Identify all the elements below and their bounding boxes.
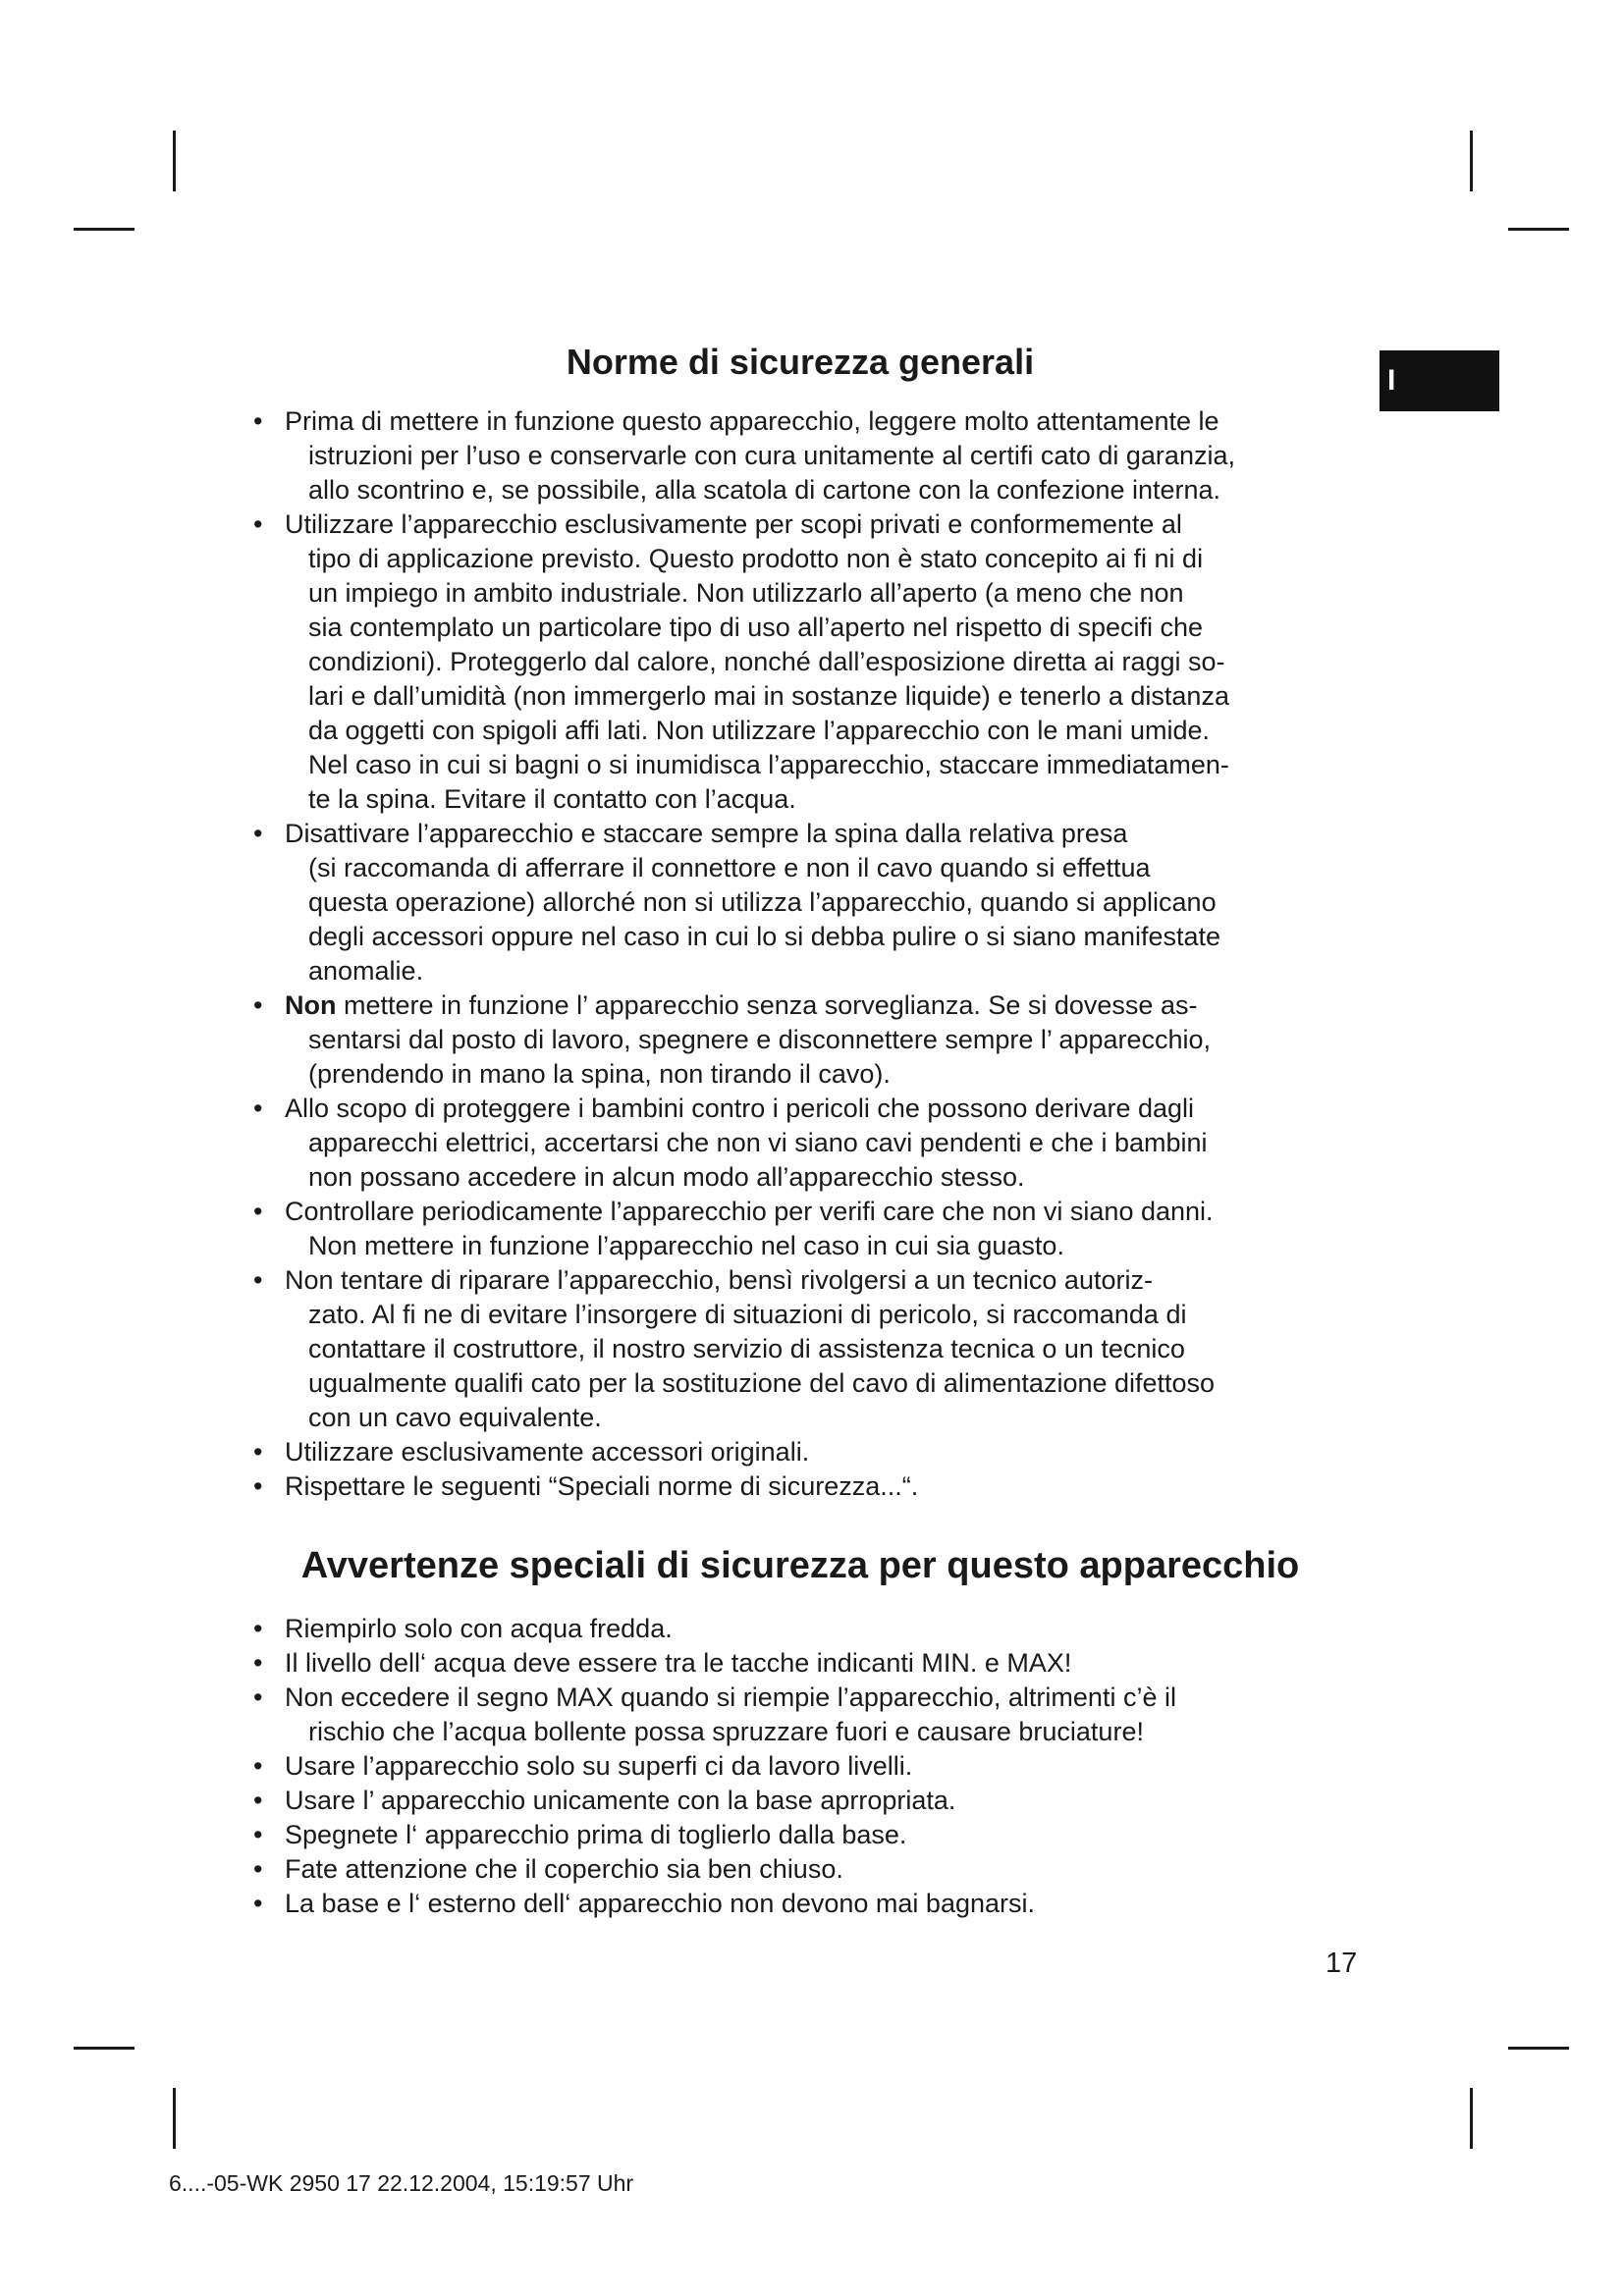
list-item [253,507,1373,817]
section-title-special-safety: Avvertenze speciali di sicurezza per questo apparecchio [300,1545,1300,1586]
list-item-continuation: te la spina. Evitare il contatto con l’acqua. [308,784,796,814]
list-item-text: Rispettare le seguenti “Speciali norme di sicurezza...“. [285,1471,919,1501]
list-item [253,1681,1373,1749]
list-item [253,1263,1373,1435]
list-item-text: Utilizzare esclusivamente accessori originali. [285,1437,810,1467]
list-item [253,988,1373,1092]
list-item-text: mettere in funzione l’ apparecchio senza sorveglianza. Se si dovesse as- [336,990,1198,1020]
list-item [253,1646,1373,1681]
list-item-text: Disattivare l’apparecchio e staccare sempre la spina dalla relativa presa [285,819,1128,848]
list-item-continuation: non possano accedere in alcun modo all’apparecchio stesso. [308,1162,1025,1192]
list-item-text: Utilizzare l’apparecchio esclusivamente per scopi privati e conformemente al [285,509,1182,539]
list-item-continuation: istruzioni per l’uso e conservarle con cura unitamente al certifi cato di garanzia, [308,441,1235,470]
list-item-continuation: condizioni). Proteggerlo dal calore, nonché dall’esposizione diretta ai raggi so- [308,647,1225,676]
list-item-continuation: sentarsi dal posto di lavoro, spegnere e disconnettere sempre l’ apparecchio, [308,1025,1212,1054]
crop-mark [1508,228,1569,231]
list-item [253,817,1373,988]
list-item-text: Prima di mettere in funzione questo apparecchio, leggere molto attentamente le [285,406,1219,436]
list-item-text: Non eccedere il segno MAX quando si riempie l’apparecchio, altrimenti c’è il [285,1682,1176,1712]
crop-mark [1508,2047,1569,2050]
crop-mark [1470,2088,1473,2149]
page-number: 17 [1326,1948,1358,1979]
list-item-text: Spegnete l‘ apparecchio prima di toglierlo dalla base. [285,1820,907,1849]
list-item-continuation: tipo di applicazione previsto. Questo prodotto non è stato concepito ai fi ni di [308,544,1204,573]
language-tab [1380,350,1499,411]
list-item [253,1612,1373,1646]
list-item [253,1887,1373,1921]
crop-mark [173,2088,176,2149]
list-item [253,1749,1373,1784]
list-item-continuation: lari e dall’umidità (non immergerlo mai in sostanze liquide) e tenerlo a distanza [308,681,1229,711]
list-item-continuation: Nel caso in cui si bagni o si inumidisca l’apparecchio, staccare immediatamen- [308,750,1229,779]
list-item-continuation: (si raccomanda di afferrare il connettore e non il cavo quando si effettua [308,853,1151,882]
list-item-continuation: rischio che l’acqua bollente possa spruzzare fuori e causare bruciature! [308,1717,1144,1746]
crop-mark [1470,131,1473,191]
general-safety-list [253,404,1373,1504]
list-item-text: La base e l‘ esterno dell‘ apparecchio non devono mai bagnarsi. [285,1889,1036,1918]
list-item [253,404,1373,507]
list-item-text: Fate attenzione che il coperchio sia ben chiuso. [285,1854,843,1884]
list-item-text: Non tentare di riparare l’apparecchio, bensì rivolgersi a un tecnico autoriz- [285,1265,1153,1295]
list-item-continuation: (prendendo in mano la spina, non tirando il cavo). [308,1059,891,1089]
list-item-continuation: sia contemplato un particolare tipo di uso all’aperto nel rispetto di specifi che [308,613,1204,642]
list-item-text: Usare l’apparecchio solo su superfi ci da lavoro livelli. [285,1751,913,1781]
list-item-continuation: anomalie. [308,956,424,986]
list-item-continuation: con un cavo equivalente. [308,1403,602,1432]
list-item-continuation: contattare il costruttore, il nostro servizio di assistenza tecnica o un tecnico [308,1334,1185,1363]
list-item [253,1469,1373,1504]
special-safety-list [253,1612,1373,1921]
list-item-text: Usare l’ apparecchio unicamente con la base aprropriata. [285,1786,956,1815]
crop-mark [173,131,176,191]
list-item [253,1092,1373,1195]
list-item-continuation: da oggetti con spigoli affi lati. Non utilizzare l’apparecchio con le mani umide. [308,716,1211,745]
list-item [253,1784,1373,1818]
list-item [253,1818,1373,1852]
list-item-text: Riempirlo solo con acqua fredda. [285,1614,673,1643]
list-item-continuation: Non mettere in funzione l’apparecchio nel caso in cui sia guasto. [308,1231,1064,1260]
list-item-continuation: apparecchi elettrici, accertarsi che non vi siano cavi pendenti e che i bambini [308,1128,1208,1157]
list-item-text: Allo scopo di proteggere i bambini contro i pericoli che possono derivare dagli [285,1094,1195,1123]
list-item-continuation: un impiego in ambito industriale. Non utilizzarlo all’aperto (a meno che non [308,578,1184,608]
language-tab-label: I [1387,364,1396,397]
section-title-general-safety: Norme di sicurezza generali [566,342,1035,382]
emphasis: Non [285,990,337,1020]
list-item-text: Controllare periodicamente l’apparecchio per verifi care che non vi siano danni. [285,1197,1214,1226]
list-item-text: Il livello dell‘ acqua deve essere tra le tacche indicanti MIN. e MAX! [285,1648,1072,1678]
print-footer: 6....-05-WK 2950 17 22.12.2004, 15:19:57 Uhr [169,2170,634,2196]
list-item [253,1852,1373,1887]
list-item-continuation: questa operazione) allorché non si utilizza l’apparecchio, quando si applicano [308,887,1217,917]
list-item-continuation: zato. Al fi ne di evitare l’insorgere di situazioni di pericolo, si raccomanda di [308,1300,1187,1329]
crop-mark [74,228,135,231]
list-item-continuation: degli accessori oppure nel caso in cui lo si debba pulire o si siano manifestate [308,922,1221,951]
list-item [253,1435,1373,1469]
list-item [253,1195,1373,1263]
list-item-continuation: ugualmente qualifi cato per la sostituzione del cavo di alimentazione difettoso [308,1368,1216,1398]
crop-mark [74,2047,135,2050]
list-item-continuation: allo scontrino e, se possibile, alla scatola di cartone con la confezione interna. [308,475,1221,505]
